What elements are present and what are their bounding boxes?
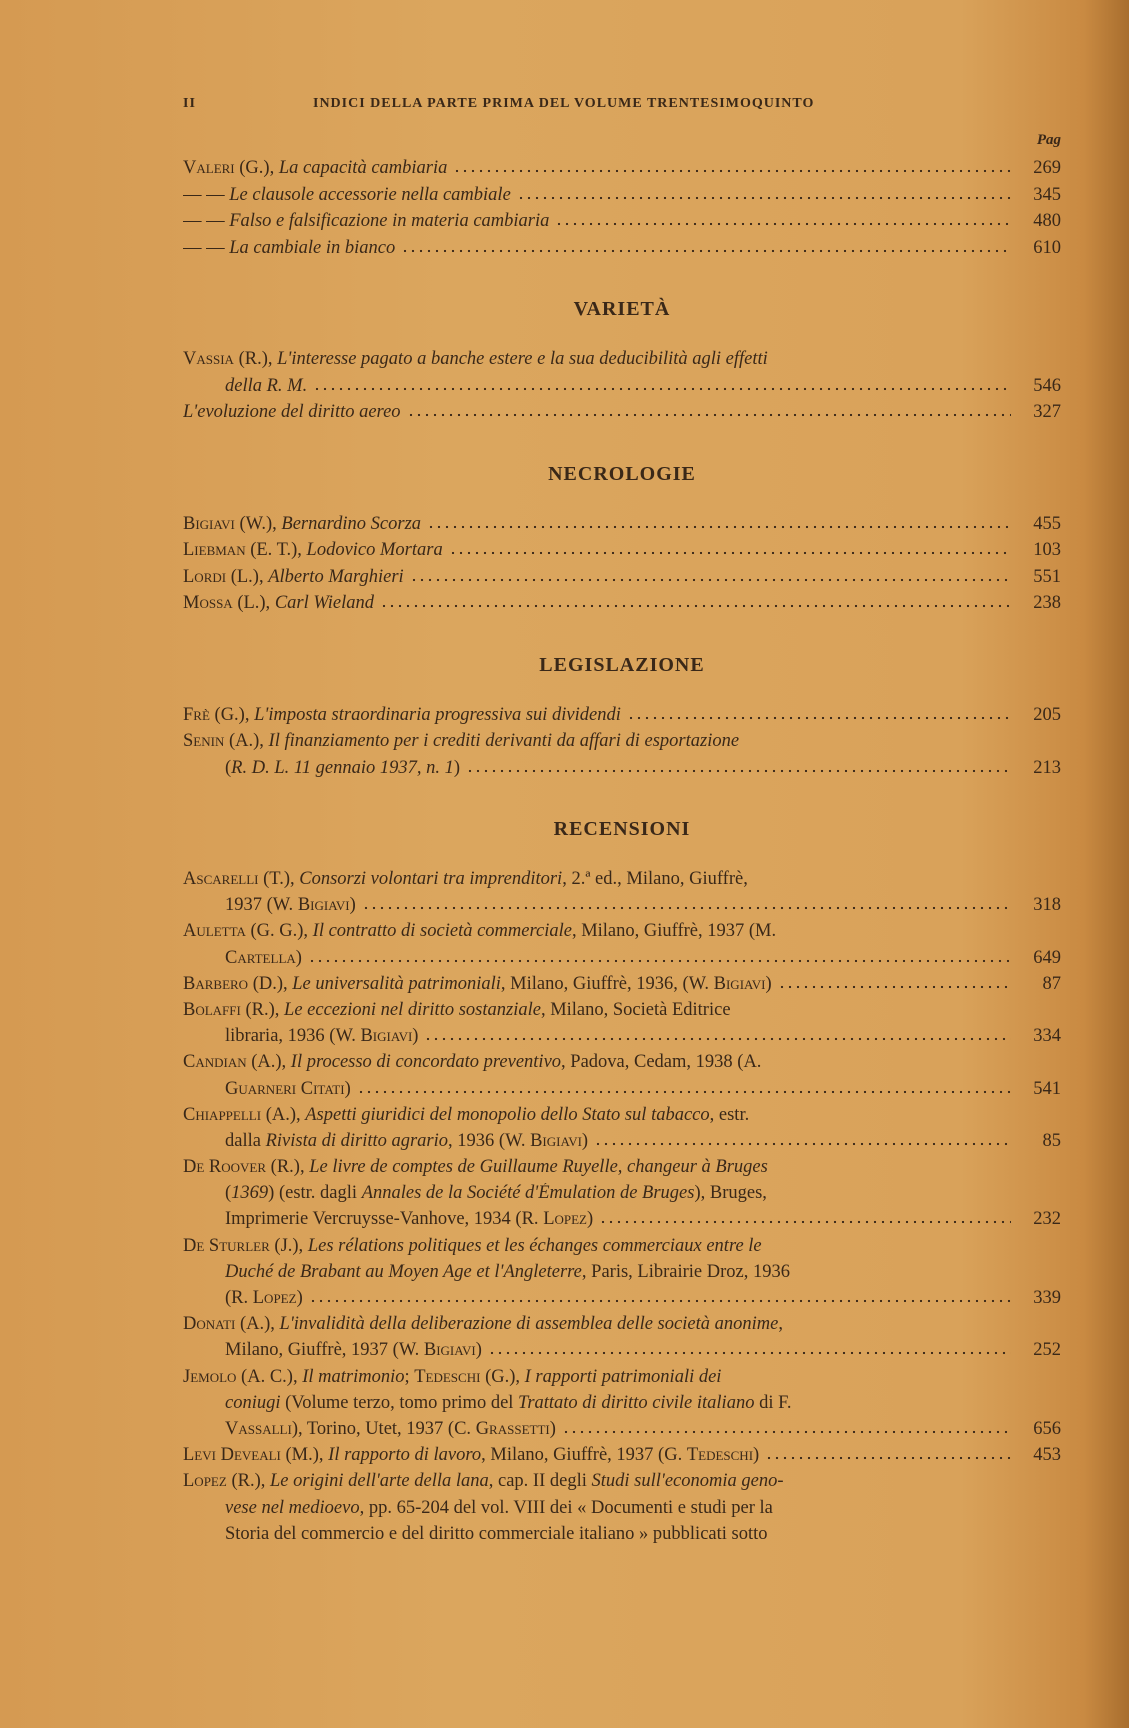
entry-text bbox=[183, 1314, 783, 1335]
dot-leader bbox=[627, 716, 1011, 720]
author-name: Tedeschi bbox=[686, 1445, 754, 1466]
entry-line bbox=[183, 1367, 1061, 1393]
entry-text bbox=[183, 158, 447, 179]
author-name: Candian bbox=[183, 1052, 247, 1073]
entry-text bbox=[183, 1052, 761, 1073]
entry-detail: , estr. bbox=[709, 1104, 750, 1125]
dot-leader bbox=[453, 169, 1011, 173]
entry-detail: ) bbox=[549, 1418, 556, 1439]
index-section bbox=[183, 463, 1061, 620]
work-title: Il contratto di società commerciale bbox=[312, 921, 572, 942]
entry-detail: (D.), bbox=[248, 973, 293, 994]
entry-detail: (G.), bbox=[234, 158, 279, 178]
section-title: VARIETÀ bbox=[573, 298, 671, 320]
entry-detail: (A.), bbox=[261, 1104, 306, 1125]
author-name: Bigiavi bbox=[360, 1026, 413, 1047]
work-title: Il matrimonio bbox=[302, 1366, 405, 1387]
entry-detail: Storia del commercio e del diritto commerciale italiano » pubblicati sotto bbox=[225, 1523, 768, 1544]
entry-detail: (M.), bbox=[280, 1445, 329, 1466]
entry-line bbox=[183, 1262, 1061, 1288]
entry-text bbox=[183, 567, 404, 588]
author-name: De Sturler bbox=[183, 1235, 270, 1256]
entry-detail: ) bbox=[765, 973, 772, 994]
entry-text bbox=[225, 758, 460, 779]
entry-detail: ) bbox=[344, 1078, 351, 1099]
entry-detail: , 2.ª ed., Milano, Giuffrè, bbox=[562, 869, 748, 889]
entry-line bbox=[183, 895, 1061, 921]
page-ref: 455 bbox=[1033, 513, 1061, 534]
entry-line bbox=[183, 211, 1061, 238]
work-title: L'evoluzione del diritto aereo bbox=[183, 402, 401, 422]
author-name: Bigiavi bbox=[183, 513, 235, 534]
entry-text bbox=[183, 1471, 784, 1492]
index-section bbox=[183, 654, 1061, 785]
page-ref: 252 bbox=[1033, 1340, 1061, 1361]
author-name: Lopez bbox=[543, 1209, 587, 1230]
entry-text bbox=[225, 1131, 588, 1152]
index-entry bbox=[183, 921, 1061, 973]
entry-line bbox=[183, 540, 1061, 567]
page-ref: 334 bbox=[1033, 1026, 1061, 1047]
entry-text bbox=[225, 1419, 556, 1440]
dot-leader bbox=[401, 249, 1011, 253]
page-ref: 85 bbox=[1042, 1130, 1061, 1151]
page-ref: 232 bbox=[1033, 1209, 1061, 1230]
entry-line bbox=[183, 1288, 1061, 1314]
entry-line bbox=[183, 593, 1061, 620]
entry-text bbox=[183, 921, 776, 942]
index-entry bbox=[183, 869, 1061, 921]
entry-line bbox=[183, 1131, 1061, 1157]
entry-detail: , pp. 65-204 del vol. VIII dei « Documenti e studi per la bbox=[359, 1497, 773, 1518]
dot-leader bbox=[313, 387, 1011, 391]
work-title: della R. M. bbox=[225, 375, 308, 396]
author-name: Jemolo bbox=[183, 1366, 237, 1387]
entry-text bbox=[183, 211, 549, 232]
entry-line bbox=[183, 731, 1061, 758]
entry-line bbox=[183, 758, 1061, 785]
index-entry bbox=[183, 349, 1061, 402]
index-entry bbox=[183, 1445, 1061, 1471]
entry-line bbox=[183, 1052, 1061, 1078]
entry-detail: (L.), bbox=[232, 593, 275, 613]
dot-leader bbox=[424, 1037, 1011, 1041]
index-entry bbox=[183, 540, 1061, 567]
dot-leader bbox=[380, 604, 1011, 608]
author-name: Bigiavi bbox=[297, 895, 350, 916]
entry-detail: , Paris, Librairie Droz, 1936 bbox=[581, 1261, 790, 1282]
page-ref: 656 bbox=[1033, 1418, 1061, 1439]
dot-leader bbox=[599, 1220, 1011, 1224]
dot-leader bbox=[778, 985, 1011, 989]
dot-leader bbox=[555, 222, 1011, 226]
entry-text bbox=[183, 238, 395, 259]
dot-leader bbox=[449, 551, 1011, 555]
author-name: Auletta bbox=[183, 921, 246, 942]
page-ref: 327 bbox=[1033, 402, 1061, 422]
dot-leader bbox=[466, 769, 1011, 773]
dot-leader bbox=[309, 1299, 1011, 1303]
index-entry bbox=[183, 238, 1061, 265]
entry-text bbox=[183, 1445, 759, 1466]
entry-line bbox=[183, 1183, 1061, 1209]
work-title: Il finanziamento per i crediti derivanti da affari di esportazione bbox=[268, 731, 740, 751]
entry-detail: (L.), bbox=[226, 566, 269, 587]
index-entry bbox=[183, 514, 1061, 541]
dot-leader bbox=[594, 1142, 1011, 1146]
index-entry bbox=[183, 1471, 1061, 1550]
author-name: Bigiavi bbox=[423, 1340, 476, 1361]
page-ref: 541 bbox=[1033, 1078, 1061, 1099]
work-title: Aspetti giuridici del monopolio dello Stato sul tabacco bbox=[305, 1104, 710, 1125]
entry-line bbox=[183, 1026, 1061, 1052]
index-entry bbox=[183, 1367, 1061, 1446]
work-title: vese nel medioevo bbox=[225, 1497, 360, 1518]
entry-line bbox=[183, 1157, 1061, 1183]
entry-detail: — — bbox=[183, 237, 230, 258]
work-title: Alberto Marghieri bbox=[268, 566, 404, 587]
entry-line bbox=[183, 1079, 1061, 1105]
dot-leader bbox=[410, 578, 1011, 582]
entry-line bbox=[183, 1340, 1061, 1366]
entry-detail: , 1936 (W. bbox=[448, 1130, 531, 1151]
entry-line bbox=[183, 567, 1061, 594]
entry-line bbox=[183, 402, 1061, 429]
entry-line bbox=[183, 1105, 1061, 1131]
page-ref: 318 bbox=[1033, 895, 1061, 916]
work-title: Consorzi volontari tra imprenditori bbox=[299, 869, 563, 889]
entry-text bbox=[183, 185, 511, 206]
entry-text bbox=[225, 1262, 790, 1283]
author-name: De Roover bbox=[183, 1157, 267, 1178]
running-header bbox=[183, 96, 1061, 112]
author-name: Mossa bbox=[183, 593, 233, 613]
header-title: INDICI DELLA PARTE PRIMA DEL VOLUME TRENTESIMOQUINTO bbox=[313, 96, 815, 111]
dot-leader bbox=[517, 196, 1011, 200]
entry-text bbox=[183, 593, 374, 614]
page-ref: 238 bbox=[1033, 593, 1061, 613]
entry-text bbox=[225, 948, 302, 969]
page-column-label: Pag bbox=[1036, 132, 1061, 148]
index-section bbox=[183, 818, 1061, 1550]
entry-detail: (R. bbox=[225, 1288, 253, 1308]
author-name: Chiappelli bbox=[183, 1104, 262, 1125]
index-entry bbox=[183, 567, 1061, 594]
entry-detail: , Milano, Giuffrè, 1937 (G. bbox=[481, 1445, 687, 1466]
entry-detail: , cap. II degli bbox=[488, 1471, 592, 1492]
entry-detail: dalla bbox=[225, 1130, 266, 1151]
entry-text bbox=[183, 731, 739, 752]
entry-detail: (R.), bbox=[226, 1471, 270, 1492]
index-section bbox=[183, 158, 1061, 264]
author-name: Lopez bbox=[252, 1288, 297, 1308]
entry-text bbox=[183, 974, 772, 995]
entry-detail: , Milano, Società Editrice bbox=[540, 999, 731, 1020]
entry-line bbox=[183, 1236, 1061, 1262]
work-title: La cambiale in bianco bbox=[229, 237, 396, 258]
entry-detail: ) (estr. dagli bbox=[268, 1183, 362, 1204]
entry-line bbox=[183, 1498, 1061, 1524]
dot-leader bbox=[488, 1351, 1011, 1355]
entry-text bbox=[183, 1105, 749, 1126]
entry-detail: ( bbox=[225, 1183, 232, 1204]
work-title: L'imposta straordinaria progressiva sui dividendi bbox=[254, 704, 621, 725]
author-name: Cartella bbox=[225, 947, 296, 968]
entry-text bbox=[225, 1079, 351, 1100]
entry-detail: (A. C.), bbox=[236, 1366, 303, 1387]
author-name: Tedeschi bbox=[414, 1366, 481, 1387]
entry-detail: ; bbox=[404, 1366, 415, 1387]
index-entry bbox=[183, 705, 1061, 732]
entry-detail: ) bbox=[453, 757, 461, 778]
entry-line bbox=[183, 376, 1061, 403]
page-ref: 480 bbox=[1033, 211, 1061, 231]
entry-line bbox=[183, 514, 1061, 541]
dot-leader bbox=[765, 1456, 1011, 1460]
entry-detail: (W.), bbox=[234, 513, 282, 534]
entry-text bbox=[183, 705, 621, 726]
work-title: Les rélations politiques et les échanges commerciaux entre le bbox=[307, 1235, 762, 1256]
entry-text bbox=[225, 1026, 418, 1047]
dot-leader bbox=[427, 525, 1011, 529]
entry-detail: (R.), bbox=[266, 1157, 310, 1178]
page-number: II bbox=[183, 96, 196, 111]
index-entry bbox=[183, 1105, 1061, 1157]
dot-leader bbox=[407, 413, 1011, 417]
entry-line bbox=[183, 1314, 1061, 1340]
work-title: Studi sull'economia geno- bbox=[591, 1471, 784, 1492]
index-entry bbox=[183, 402, 1061, 429]
page-ref: 551 bbox=[1033, 566, 1061, 587]
work-title: L'invalidità della deliberazione di assemblea delle società anonime bbox=[279, 1314, 779, 1335]
entry-line bbox=[183, 1524, 1061, 1550]
entry-text bbox=[225, 1524, 768, 1545]
author-name: Bigiavi bbox=[530, 1130, 582, 1151]
page-ref: 205 bbox=[1033, 704, 1061, 725]
entry-detail: (G.), bbox=[209, 704, 255, 725]
work-title: La capacità cambiaria bbox=[278, 158, 448, 178]
work-title: Le livre de comptes de Guillaume Ruyelle, changeur à Bruges bbox=[309, 1157, 768, 1178]
entry-detail: ), Torino, Utet, 1937 (C. bbox=[291, 1418, 476, 1439]
entry-text bbox=[183, 1000, 731, 1021]
author-name: Grassetti bbox=[475, 1418, 550, 1439]
entry-text bbox=[225, 1393, 792, 1414]
work-title: Le origini dell'arte della lana bbox=[269, 1471, 489, 1492]
section-title: LEGISLAZIONE bbox=[539, 653, 705, 676]
work-title: coniugi bbox=[225, 1392, 281, 1413]
entry-detail: 1937 (W. bbox=[225, 895, 298, 916]
page-ref: 213 bbox=[1033, 757, 1061, 778]
entry-detail: , bbox=[778, 1314, 783, 1335]
author-name: Levi Deveali bbox=[183, 1445, 281, 1466]
dot-leader bbox=[357, 1090, 1011, 1094]
entry-text bbox=[183, 349, 768, 370]
entry-detail: (G.), bbox=[480, 1366, 525, 1387]
work-title: Rivista di diritto agrario bbox=[265, 1130, 449, 1151]
entry-line bbox=[183, 1209, 1061, 1235]
entry-detail: ) bbox=[412, 1026, 419, 1047]
entry-detail: (R.), bbox=[233, 349, 278, 369]
work-title: Le universalità patrimoniali bbox=[292, 973, 501, 994]
entry-detail: (A.), bbox=[246, 1052, 291, 1073]
work-title: 1369 bbox=[231, 1183, 269, 1204]
index-section bbox=[183, 298, 1061, 429]
index-entry bbox=[183, 1236, 1061, 1315]
entry-detail: (R.), bbox=[240, 999, 285, 1020]
work-title: L'interesse pagato a banche estere e la sua deducibilità agli effetti bbox=[277, 349, 768, 369]
entry-detail: ), Bruges, bbox=[694, 1183, 767, 1204]
author-name: Frè bbox=[183, 704, 210, 725]
entry-detail: — — bbox=[183, 211, 230, 231]
work-title: I rapporti patrimoniali dei bbox=[524, 1366, 722, 1387]
author-name: Donati bbox=[183, 1314, 236, 1335]
entry-text bbox=[225, 1288, 303, 1309]
entry-detail: (A.), bbox=[224, 731, 269, 751]
entry-detail: Imprimerie Vercruysse-Vanhove, 1934 (R. bbox=[225, 1209, 544, 1230]
work-title: Lodovico Mortara bbox=[306, 540, 443, 560]
entry-text bbox=[183, 540, 443, 561]
entry-line bbox=[183, 238, 1061, 265]
work-title: Trattato di diritto civile italiano bbox=[518, 1392, 755, 1413]
work-title: Falso e falsificazione in materia cambiaria bbox=[229, 211, 550, 231]
author-name: Barbero bbox=[183, 973, 249, 994]
author-name: Vassalli bbox=[225, 1418, 292, 1439]
entry-text bbox=[183, 1236, 762, 1257]
entry-detail: ) bbox=[587, 1209, 594, 1230]
page-ref: 339 bbox=[1033, 1288, 1061, 1308]
entry-detail: Milano, Giuffrè, 1937 (W. bbox=[225, 1340, 424, 1361]
author-name: Lopez bbox=[183, 1471, 227, 1492]
entry-detail: (G. G.), bbox=[245, 921, 313, 942]
work-title: Bernardino Scorza bbox=[281, 513, 422, 534]
entry-text bbox=[183, 869, 748, 890]
author-name: Valeri bbox=[183, 158, 235, 178]
index-entry bbox=[183, 1157, 1061, 1236]
entry-line bbox=[183, 185, 1061, 212]
entry-text bbox=[225, 376, 307, 397]
entry-text bbox=[183, 514, 421, 535]
author-name: Ascarelli bbox=[183, 869, 259, 889]
entry-line bbox=[183, 948, 1061, 974]
page-ref: 87 bbox=[1042, 973, 1061, 994]
author-name: Senin bbox=[183, 731, 225, 751]
page-ref: 103 bbox=[1033, 540, 1061, 560]
entry-line bbox=[183, 349, 1061, 376]
section-title: NECROLOGIE bbox=[548, 462, 696, 485]
work-title: Le eccezioni nel diritto sostanziale bbox=[284, 999, 541, 1020]
index-entry bbox=[183, 1000, 1061, 1052]
work-title: Il rapporto di lavoro bbox=[328, 1445, 482, 1466]
author-name: Bolaffi bbox=[183, 999, 241, 1020]
dot-leader bbox=[362, 906, 1011, 910]
index-entry bbox=[183, 731, 1061, 784]
entry-text bbox=[225, 1498, 773, 1519]
index-entry bbox=[183, 1052, 1061, 1104]
entry-detail: (J.), bbox=[269, 1235, 308, 1256]
author-name: Bigiavi bbox=[713, 973, 766, 994]
page-ref: 546 bbox=[1033, 375, 1061, 396]
entry-text bbox=[183, 1367, 721, 1388]
entry-detail: ) bbox=[475, 1340, 482, 1361]
work-title: Duché de Brabant au Moyen Age et l'Angleterre bbox=[225, 1261, 582, 1282]
entry-detail: (Volume terzo, tomo primo del bbox=[280, 1392, 519, 1413]
entry-line bbox=[183, 1393, 1061, 1419]
index-entry bbox=[183, 158, 1061, 185]
page-ref: 649 bbox=[1033, 947, 1061, 968]
entry-text bbox=[225, 1183, 767, 1204]
entry-detail: ) bbox=[753, 1445, 760, 1466]
entry-detail: ) bbox=[581, 1130, 589, 1151]
entry-text bbox=[183, 1157, 768, 1178]
entry-line bbox=[183, 1419, 1061, 1445]
index-entry bbox=[183, 593, 1061, 620]
entry-detail: ) bbox=[296, 1288, 303, 1308]
section-title: RECENSIONI bbox=[553, 818, 691, 840]
entry-line bbox=[183, 705, 1061, 732]
entry-text bbox=[225, 1209, 593, 1230]
entry-detail: , Padova, Cedam, 1938 (A. bbox=[561, 1052, 762, 1073]
index-entry bbox=[183, 1314, 1061, 1366]
entry-line bbox=[183, 869, 1061, 895]
work-title: R. D. L. 11 gennaio 1937, n. 1 bbox=[231, 757, 454, 778]
work-title: Carl Wieland bbox=[274, 593, 374, 613]
entry-detail: ( bbox=[225, 757, 232, 778]
entry-line bbox=[183, 1471, 1061, 1497]
entry-detail: ) bbox=[349, 895, 356, 916]
entry-line bbox=[183, 974, 1061, 1000]
page-ref: 345 bbox=[1033, 184, 1061, 205]
dot-leader bbox=[562, 1430, 1011, 1434]
author-name: Lordi bbox=[183, 566, 227, 587]
entry-text bbox=[225, 1340, 482, 1361]
entry-text bbox=[225, 895, 356, 916]
work-title: Le clausole accessorie nella cambiale bbox=[229, 184, 511, 205]
author-name: Vassia bbox=[183, 349, 234, 369]
entry-line bbox=[183, 1000, 1061, 1026]
page-ref: 269 bbox=[1033, 158, 1061, 178]
entry-detail: ) bbox=[295, 947, 302, 968]
page-ref: 610 bbox=[1033, 237, 1061, 258]
index-entry bbox=[183, 974, 1061, 1000]
dot-leader bbox=[308, 959, 1011, 963]
entry-detail: — — bbox=[183, 184, 230, 205]
work-title: Il processo di concordato preventivo bbox=[290, 1052, 562, 1073]
author-name: Guarneri Citati bbox=[225, 1078, 345, 1099]
entry-detail: libraria, 1936 (W. bbox=[225, 1026, 361, 1047]
index-entry bbox=[183, 211, 1061, 238]
entry-detail: di F. bbox=[754, 1392, 792, 1413]
entry-text bbox=[183, 402, 401, 423]
index-entry bbox=[183, 185, 1061, 212]
index-content bbox=[183, 158, 1061, 1550]
entry-detail: (E. T.), bbox=[245, 540, 307, 560]
entry-line bbox=[183, 158, 1061, 185]
entry-detail: , Milano, Giuffrè, 1936, (W. bbox=[500, 973, 714, 994]
entry-line bbox=[183, 1445, 1061, 1471]
author-name: Liebman bbox=[183, 540, 246, 560]
work-title: Annales de la Société d'Émulation de Bruges bbox=[361, 1183, 695, 1204]
entry-detail: (T.), bbox=[258, 869, 300, 889]
entry-line bbox=[183, 921, 1061, 947]
page-ref: 453 bbox=[1033, 1445, 1061, 1466]
entry-detail: , Milano, Giuffrè, 1937 (M. bbox=[571, 921, 777, 942]
entry-detail: (A.), bbox=[235, 1314, 280, 1335]
